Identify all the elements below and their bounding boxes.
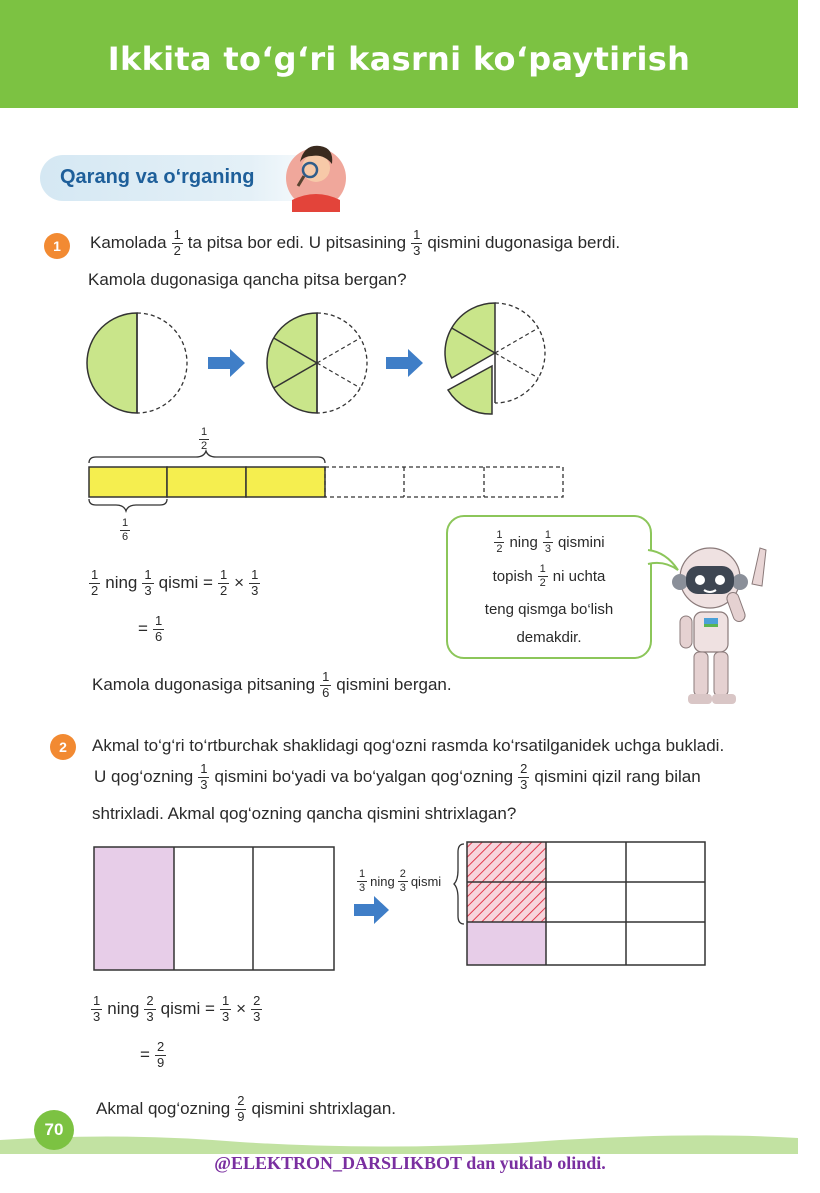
- pizza-half: [86, 312, 188, 414]
- paper-one-third-shaded: [93, 846, 337, 972]
- equation2-line2: = $\frac{2}{9}$: [140, 1039, 165, 1070]
- task2-line3: shtrixladi. Akmal qog‘ozning qancha qismini shtrixlagan?: [92, 804, 517, 823]
- equation2-line1: $\frac{1}{3}$ ning $\frac{2}{3}$ qismi = $\frac{1}{3}$ × $\frac{2}{3}$: [93, 993, 261, 1024]
- page-title: Ikkita to‘g‘ri kasrni ko‘paytirish: [107, 40, 691, 78]
- task1-line1: Kamolada $\frac{1}{2}$ ta pitsa bor edi. U pitsasining $\frac{1}{3}$ qismini dugonasiga berdi.: [90, 227, 621, 258]
- arrow-caption: $\frac{1}{3}$ ning $\frac{2}{3}$ qismi: [359, 868, 442, 894]
- fraction-bar-model: [86, 455, 566, 515]
- task1-answer: Kamola dugonasiga pitsaning $\frac{1}{6}$ qismini bergan.: [92, 669, 452, 700]
- task1-line2: Kamola dugonasiga qancha pitsa bergan?: [88, 270, 407, 289]
- pizza-half-thirds: [266, 312, 368, 414]
- task2-answer: Akmal qog‘ozning $\frac{2}{9}$ qismini shtrixlagan.: [96, 1093, 396, 1124]
- arrow-right-icon: [208, 348, 246, 378]
- equation1-line2: = $\frac{1}{6}$: [138, 613, 163, 644]
- page-number: 70: [34, 1110, 74, 1150]
- pizza-slice-removed: [444, 302, 548, 416]
- arrow-right-icon: [386, 348, 424, 378]
- robot-illustration: [666, 540, 772, 706]
- arrow-right-icon: [354, 896, 390, 924]
- footer-decoration: [0, 1128, 798, 1154]
- paper-hatched-grid: [454, 840, 708, 968]
- bar-label-sixth: $\frac{1}{6}$: [122, 517, 129, 543]
- boy-magnifier-illustration: [284, 138, 348, 212]
- task-number-badge: 1: [44, 233, 70, 259]
- title-banner: [0, 0, 798, 108]
- download-watermark: @ELEKTRON_DARSLIKBOT dan yuklab olindi.: [214, 1153, 606, 1173]
- bar-label-half: $\frac{1}{2}$: [201, 426, 208, 452]
- fraction-third: $\frac{1}{3}$: [413, 227, 421, 258]
- equation1-line1: $\frac{1}{2}$ ning $\frac{1}{3}$ qismi = $\frac{1}{2}$ × $\frac{1}{3}$: [91, 567, 259, 598]
- task-number-badge: 2: [50, 734, 76, 760]
- fraction-half: $\frac{1}{2}$: [173, 227, 181, 258]
- task2-line2: U qog‘ozning $\frac{1}{3}$ qismini bo‘yadi va bo‘yalgan qog‘ozning $\frac{2}{3}$ qismini qizil rang bilan: [94, 761, 701, 792]
- section-label: Qarang va o‘rganing: [60, 166, 255, 188]
- speech-bubble: $\frac{1}{2}$ ning $\frac{1}{3}$ qismini topish $\frac{1}{2}$ ni uchta teng qismga bo‘lish demakdir.: [446, 515, 652, 659]
- task2-line1: Akmal to‘g‘ri to‘rtburchak shaklidagi qog‘ozni rasmda ko‘rsatilganidek uchga bukladi.: [92, 736, 725, 755]
